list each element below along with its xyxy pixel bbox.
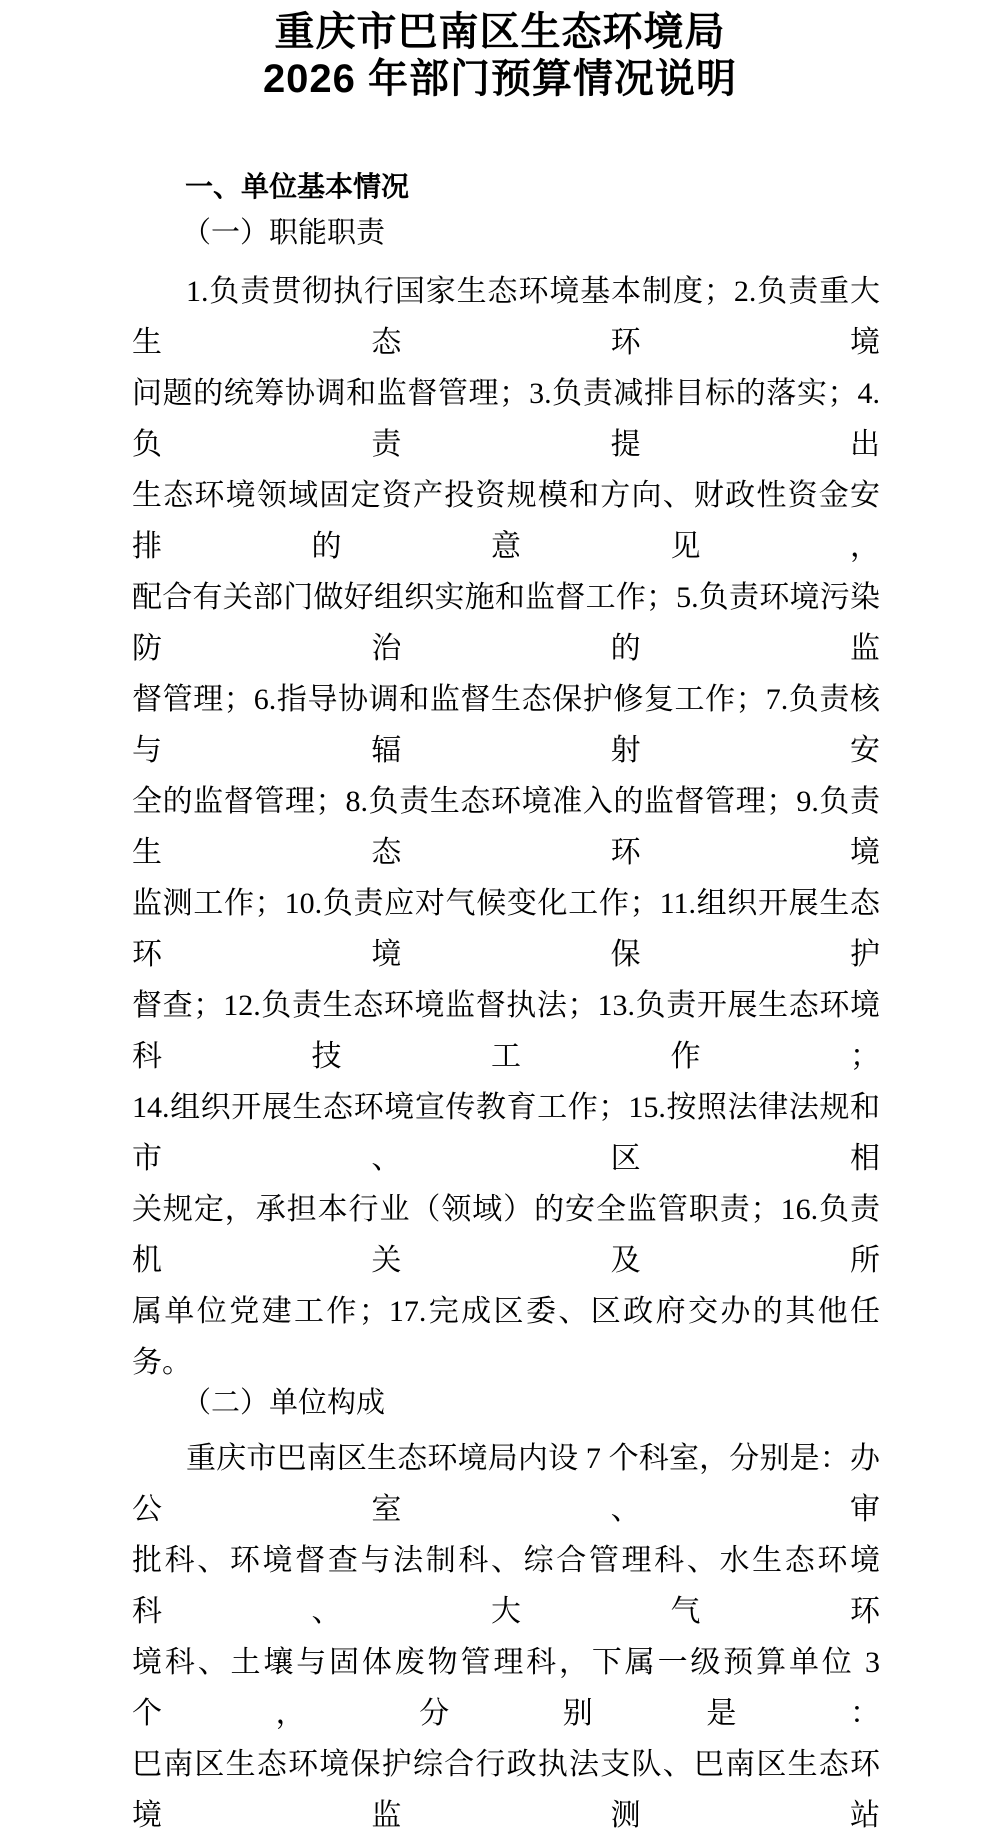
text-line: 批科、环境督查与法制科、综合管理科、水生态环境科、大气环 xyxy=(132,1544,880,1628)
paragraph-unit-composition xyxy=(132,1433,880,1841)
text-line: 境科、土壤与固体废物管理科，下属一级预算单位 3 个，分别是： xyxy=(132,1646,880,1730)
text-line: 督管理；6.指导协调和监督生态保护修复工作；7.负责核与辐射安 xyxy=(132,683,880,767)
subsection-heading-functions-duties: （一）职能职责 xyxy=(182,217,386,249)
text-line: 属单位党建工作；17.完成区委、区政府交办的其他任务。 xyxy=(132,1295,880,1379)
text-line: 巴南区生态环境保护综合行政执法支队、巴南区生态环境监测站 xyxy=(132,1748,880,1832)
subsection-heading-unit-composition: （二）单位构成 xyxy=(182,1387,386,1419)
text-line: 生态环境领域固定资产投资规模和方向、财政性资金安排的意见， xyxy=(132,479,880,563)
document-title-line-1: 重庆市巴南区生态环境局 xyxy=(274,10,726,54)
text-line: 全的监督管理；8.负责生态环境准入的监督管理；9.负责生态环境 xyxy=(132,785,880,869)
text-line: 重庆市巴南区生态环境局内设 7 个科室，分别是：办公室、审 xyxy=(132,1442,880,1526)
text-line: 督查；12.负责生态环境监督执法；13.负责开展生态环境科技工作； xyxy=(132,989,880,1073)
section-heading-basic-situation: 一、单位基本情况 xyxy=(185,171,410,202)
text-line: 监测工作；10.负责应对气候变化工作；11.组织开展生态环境保护 xyxy=(132,887,880,971)
document-title xyxy=(0,0,1000,103)
text-line: 配合有关部门做好组织实施和监督工作；5.负责环境污染防治的监 xyxy=(132,581,880,665)
document-body xyxy=(132,171,880,1841)
text-line: 问题的统筹协调和监督管理；3.负责减排目标的落实；4.负责提出 xyxy=(132,377,880,461)
text-line: 14.组织开展生态环境宣传教育工作；15.按照法律法规和市、区相 xyxy=(132,1091,880,1175)
text-line: 关规定，承担本行业（领域）的安全监管职责；16.负责机关及所 xyxy=(132,1193,880,1277)
document-title-line-2: 2026 年部门预算情况说明 xyxy=(262,57,738,101)
text-line: 1.负责贯彻执行国家生态环境基本制度；2.负责重大生态环境 xyxy=(132,275,880,359)
paragraph-functions-duties xyxy=(132,266,880,1388)
